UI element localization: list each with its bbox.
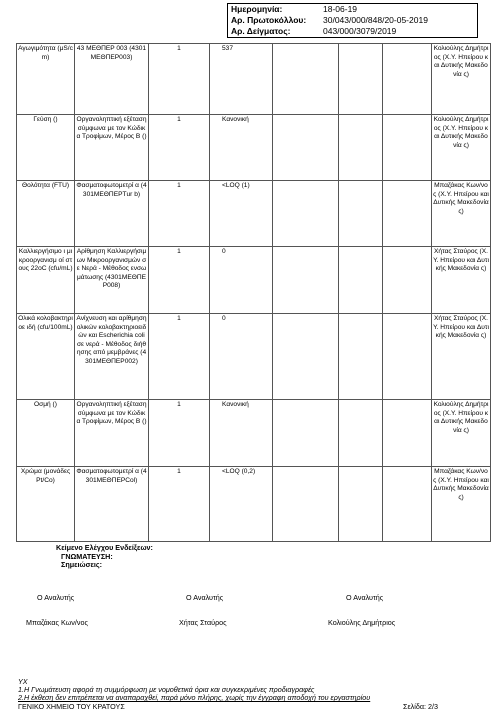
- parameter-cell: Καλλιεργήσιμο ι μικροοργανισμ οί στους 22οC (cfu/mL): [17, 247, 75, 314]
- empty-cell: [339, 400, 383, 467]
- table-row: [17, 400, 491, 467]
- sample-label: Αρ. Δείγματος:: [231, 26, 291, 36]
- empty-cell: [383, 181, 432, 247]
- analyst-cell: Κολιούλης Δημήτριος (Χ.Υ. Ηπείρου και Δυτικής Μακεδονία ς): [432, 44, 491, 115]
- footer-note-2: 2.Η έκθεση δεν επιτρέπεται να αναπαραχθεί, παρά μόνο πλήρης, χωρίς την έγγραφη αποδοχή του εργαστηρίου: [18, 693, 371, 703]
- signature-role-2: Ο Αναλυτής: [186, 593, 224, 602]
- footer-bottom-line: [18, 703, 488, 711]
- method-cell: Ανίχνευση και αρίθμηση ολικών κολοβακτηριοειδών και Escherichia coli σε νερά - Μέθοδος διήθησης από μεμβράνες (4301ΜΕΘΠΕΡ002): [75, 314, 149, 400]
- date-value: 18-06-19: [323, 4, 358, 14]
- table-row: [17, 247, 491, 314]
- empty-cell: [339, 247, 383, 314]
- result-cell: 0: [210, 247, 273, 314]
- count-cell: 1: [149, 314, 210, 400]
- results-table: [16, 43, 491, 542]
- parameter-cell: Θολότητα (FTU): [17, 181, 75, 247]
- empty-cell: [273, 44, 339, 115]
- sample-value: 043/000/3079/2019: [323, 26, 397, 36]
- footer-page: Σελίδα: 2/3: [403, 701, 438, 711]
- empty-cell: [273, 115, 339, 181]
- notes-block: [56, 544, 153, 570]
- signature-name-2: Χήτας Σταύρος: [179, 618, 227, 627]
- method-cell: Φασματοφωτομετρί α (4301ΜΕΘΠΕΡCol): [75, 467, 149, 542]
- table-row: [17, 44, 491, 115]
- empty-cell: [383, 44, 432, 115]
- protocol-value: 30/043/000/848/20-05-2019: [323, 15, 428, 25]
- check-text-label: Κείμενο Ελέγχου Ενδείξεων:: [56, 543, 153, 552]
- parameter-cell: Χρώμα (μονάδες Pt/Co): [17, 467, 75, 542]
- method-cell: 43 ΜΕΘΠΕΡ 003 (4301ΜΕΘΠΕΡ003): [75, 44, 149, 115]
- signature-role-1: Ο Αναλυτής: [37, 593, 75, 602]
- empty-cell: [383, 467, 432, 542]
- table-row: [17, 115, 491, 181]
- empty-cell: [339, 115, 383, 181]
- empty-cell: [273, 467, 339, 542]
- date-label: Ημερομηνία:: [231, 4, 283, 14]
- report-header: [227, 3, 478, 38]
- empty-cell: [273, 400, 339, 467]
- signature-name-1: Μπαζάκας Κων/νος: [26, 618, 88, 627]
- count-cell: 1: [149, 115, 210, 181]
- table-row: [17, 314, 491, 400]
- analyst-cell: Κολιούλης Δημήτριος (Χ.Υ. Ηπείρου και Δυτικής Μακεδονία ς): [432, 115, 491, 181]
- analyst-cell: Χήτας Σταύρος (Χ.Υ. Ηπείρου και Δυτικής Μακεδονία ς): [432, 314, 491, 400]
- empty-cell: [383, 314, 432, 400]
- count-cell: 1: [149, 400, 210, 467]
- result-cell: <LOQ (0,2): [210, 467, 273, 542]
- footer: [18, 678, 488, 711]
- result-cell: <LOQ (1): [210, 181, 273, 247]
- date-row: [228, 4, 477, 15]
- footer-note-1: 1.Η Γνωμάτευση αφορά τη συμμόρφωση με νομοθετικά όρια και συγκεκριμένες προδιαγραφές: [18, 685, 315, 695]
- sample-row: [228, 26, 477, 37]
- result-cell: Κανονική: [210, 400, 273, 467]
- empty-cell: [273, 181, 339, 247]
- empty-cell: [339, 44, 383, 115]
- method-cell: Οργανοληπτική εξέταση σύμφωνα με τον Κώδικα Τροφίμων, Μέρος Β (): [75, 400, 149, 467]
- table-row: [17, 181, 491, 247]
- analyst-cell: Κολιούλης Δημήτριος (Χ.Υ. Ηπείρου και Δυτικής Μακεδονία ς): [432, 400, 491, 467]
- count-cell: 1: [149, 44, 210, 115]
- parameter-cell: Αγωγιμότητα (μS/cm): [17, 44, 75, 115]
- footer-yx: ΥΧ: [18, 677, 28, 686]
- protocol-row: [228, 15, 477, 26]
- empty-cell: [339, 181, 383, 247]
- empty-cell: [383, 400, 432, 467]
- protocol-label: Αρ. Πρωτοκόλλου:: [231, 15, 307, 25]
- result-cell: Κανονική: [210, 115, 273, 181]
- method-cell: Οργανοληπτική εξέταση σύμφωνα με τον Κώδικα Τροφίμων, Μέρος Β (): [75, 115, 149, 181]
- empty-cell: [339, 467, 383, 542]
- parameter-cell: Ολικά κολοβακτηριοε ιδή (cfu/100mL): [17, 314, 75, 400]
- empty-cell: [383, 115, 432, 181]
- result-cell: 537: [210, 44, 273, 115]
- count-cell: 1: [149, 247, 210, 314]
- remarks-label: Σημειώσεις:: [61, 560, 103, 569]
- result-cell: 0: [210, 314, 273, 400]
- signature-role-3: Ο Αναλυτής: [346, 593, 384, 602]
- analyst-cell: Χήτας Σταύρος (Χ.Υ. Ηπείρου και Δυτικής Μακεδονία ς): [432, 247, 491, 314]
- analyst-cell: Μπαζάκας Κων/νος (Χ.Υ. Ηπείρου και Δυτικής Μακεδονία ς): [432, 467, 491, 542]
- method-cell: Αρίθμηση Καλλιεργήσιμων Μικροοργανισμών σε Νερά - Μέθοδος ενσωμάτωσης (4301ΜΕΘΠΕΡ008): [75, 247, 149, 314]
- method-cell: Φασματοφωτομετρί α (4301ΜΕΘΠΕΡΤur b): [75, 181, 149, 247]
- signature-name-3: Κολιούλης Δημήτριος: [328, 618, 396, 627]
- empty-cell: [339, 314, 383, 400]
- parameter-cell: Οσμή (): [17, 400, 75, 467]
- count-cell: 1: [149, 467, 210, 542]
- parameter-cell: Γεύση (): [17, 115, 75, 181]
- count-cell: 1: [149, 181, 210, 247]
- empty-cell: [273, 247, 339, 314]
- analyst-cell: Μπαζάκας Κων/νος (Χ.Υ. Ηπείρου και Δυτικής Μακεδονία ς): [432, 181, 491, 247]
- opinion-label: ΓΝΩΜΑΤΕΥΣΗ:: [61, 551, 113, 561]
- empty-cell: [383, 247, 432, 314]
- table-row: [17, 467, 491, 542]
- footer-org: ΓΕΝΙΚΟ ΧΗΜΕΙΟ ΤΟΥ ΚΡΑΤΟΥΣ: [18, 701, 125, 711]
- empty-cell: [273, 314, 339, 400]
